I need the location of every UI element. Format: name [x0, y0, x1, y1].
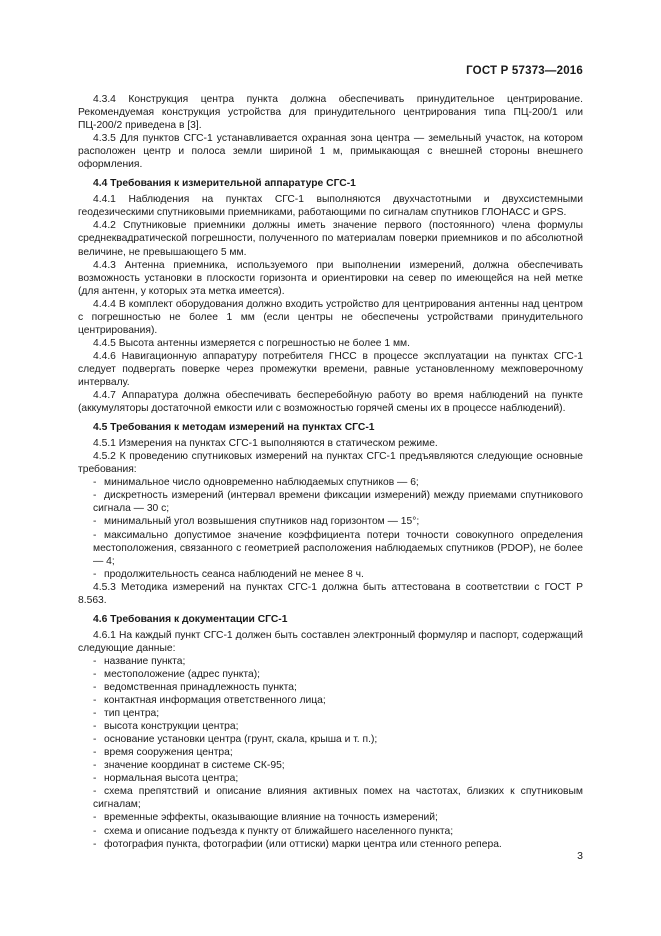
list-item [78, 489, 583, 515]
list-marker: - [93, 825, 97, 837]
list-marker: - [93, 477, 97, 489]
list-item [78, 838, 583, 851]
list-item-text: местоположение (адрес пункта); [104, 668, 261, 680]
list-item-text: дискретность измерений (интервал времени фиксации измерений) между приемами спутникового сигнала — 30 с; [93, 490, 583, 515]
list-item [78, 476, 583, 489]
list-marker: - [93, 747, 97, 759]
list-item [78, 668, 583, 681]
list-marker: - [93, 568, 97, 580]
list-item-text: тип центра; [104, 708, 160, 720]
section-heading: 4.4 Требования к измерительной аппаратуре СГС-1 [93, 178, 356, 190]
list-item-text: нормальная высота центра; [104, 773, 239, 785]
list-item [78, 759, 583, 772]
list-item-text: ведомственная принадлежность пункта; [104, 682, 297, 694]
list-item [78, 733, 583, 746]
paragraph: 4.4.7 Аппаратура должна обеспечивать бесперебойную работу во время наблюдений на пункте (аккумуляторы достаточной емкости или с возможностью горячей смены их в процессе наблюдений). [78, 390, 583, 415]
paragraph: 4.4.6 Навигационную аппаратуру потребителя ГНСС в процессе эксплуатации на пунктах СГС-1 следует подвергать поверке через промежутки времени, равные установленному межповерочному интервалу. [78, 350, 583, 388]
list-item-text: название пункта; [104, 655, 186, 667]
list-item [78, 529, 583, 568]
list-item [78, 655, 583, 668]
list-marker: - [93, 655, 97, 667]
document-body [78, 93, 583, 851]
list-item-text: максимально допустимое значение коэффициента потери точности совокупного определения местоположения, связанного с геометрией расположения наблюдаемых спутников (PDOP), не более — 4; [93, 529, 583, 567]
paragraph: 4.5.3 Методика измерений на пунктах СГС-1 должна быть аттестована в соответствии с ГОСТ Р 8.563. [78, 581, 583, 606]
paragraph: 4.4.1 Наблюдения на пунктах СГС-1 выполняются двухчастотными и двухсистемными геодезическими спутниковыми приемниками, работающими по сигналам спутников ГЛОНАСС и GPS. [78, 194, 583, 219]
paragraph: 4.4.3 Антенна приемника, используемого при выполнении измерений, должна обеспечивать возможность установки в плоскости горизонта и ориентировки на север по имеющейся на ней метке (для антенн, у которых эта метка имеется). [78, 259, 583, 297]
list-marker: - [93, 838, 97, 850]
list-item [78, 772, 583, 785]
list-item-text: контактная информация ответственного лица; [104, 695, 326, 707]
list-item [78, 785, 583, 811]
list-marker: - [93, 760, 97, 772]
list-marker: - [93, 734, 97, 746]
list-item-text: продолжительность сеанса наблюдений не менее 8 ч. [104, 568, 364, 580]
paragraph: 4.4.5 Высота антенны измеряется с погрешностью не более 1 мм. [93, 337, 411, 349]
list-marker: - [93, 668, 97, 680]
list-item-text: фотография пункта, фотографии (или оттиски) марки центра или стенного репера. [104, 838, 502, 850]
list-item [78, 568, 583, 581]
list-item-text: время сооружения центра; [104, 747, 233, 759]
list-item-text: схема препятствий и описание влияния активных помех на частотах, близких к спутниковым сигналам; [93, 786, 583, 811]
list-item [78, 694, 583, 707]
list-item [78, 720, 583, 733]
list-item [78, 825, 583, 838]
paragraph: 4.3.4 Конструкция центра пункта должна обеспечивать принудительное центрирование. Рекомендуемая конструкция устройства для принудительного центрирования типа ПЦ-200/1 или ПЦ-200/2 приведена в [3]. [78, 94, 583, 132]
paragraph: 4.5.2 К проведению спутниковых измерений на пунктах СГС-1 предъявляются следующие основные требования: [78, 451, 583, 476]
list-marker: - [93, 773, 97, 785]
page-number: 3 [577, 850, 583, 862]
section-heading: 4.6 Требования к документации СГС-1 [93, 613, 288, 625]
list-marker: - [93, 516, 97, 528]
list-marker: - [93, 812, 97, 824]
list-item [78, 707, 583, 720]
list-item-text: минимальное число одновременно наблюдаемых спутников — 6; [104, 477, 419, 489]
list-item-text: временные эффекты, оказывающие влияние на точность измерений; [104, 812, 438, 824]
list-item-text: основание установки центра (грунт, скала, крыша и т. п.); [104, 734, 378, 746]
list-marker: - [93, 682, 97, 694]
list-item-text: значение координат в системе СК-95; [104, 760, 285, 772]
section-heading: 4.5 Требования к методам измерений на пунктах СГС-1 [93, 422, 375, 434]
list-marker: - [93, 529, 97, 541]
list-item [78, 515, 583, 528]
list-marker: - [93, 708, 97, 720]
list-item-text: высота конструкции центра; [104, 721, 239, 733]
list-marker: - [93, 721, 97, 733]
paragraph: 4.4.4 В комплект оборудования должно входить устройство для центрирования антенны над центром с погрешностью не более 1 мм (если центры не обеспечены устройствами принудительного центрирования). [78, 298, 583, 336]
document-header: ГОСТ Р 57373—2016 [466, 65, 583, 77]
list-item [78, 681, 583, 694]
list-item [78, 811, 583, 824]
list-item-text: схема и описание подъезда к пункту от ближайшего населенного пункта; [104, 825, 454, 837]
list-item [78, 746, 583, 759]
list-marker: - [93, 786, 97, 798]
paragraph: 4.5.1 Измерения на пунктах СГС-1 выполняются в статическом режиме. [93, 438, 438, 450]
paragraph: 4.4.2 Спутниковые приемники должны иметь значение первого (постоянного) члена формулы среднеквадратической погрешности, полученного по материалам поверки приемников и по абсолютной величине, не превышающего 5 мм. [78, 220, 583, 258]
list-item-text: минимальный угол возвышения спутников над горизонтом — 15°; [104, 516, 420, 528]
list-marker: - [93, 490, 97, 502]
paragraph: 4.6.1 На каждый пункт СГС-1 должен быть составлен электронный формуляр и паспорт, содержащий следующие данные: [78, 629, 583, 654]
paragraph: 4.3.5 Для пунктов СГС-1 устанавливается охранная зона центра — земельный участок, на котором расположен центр и полоса земли шириной 1 м, примыкающая с внешней стороны внешнего оформления. [78, 133, 583, 171]
list-marker: - [93, 695, 97, 707]
